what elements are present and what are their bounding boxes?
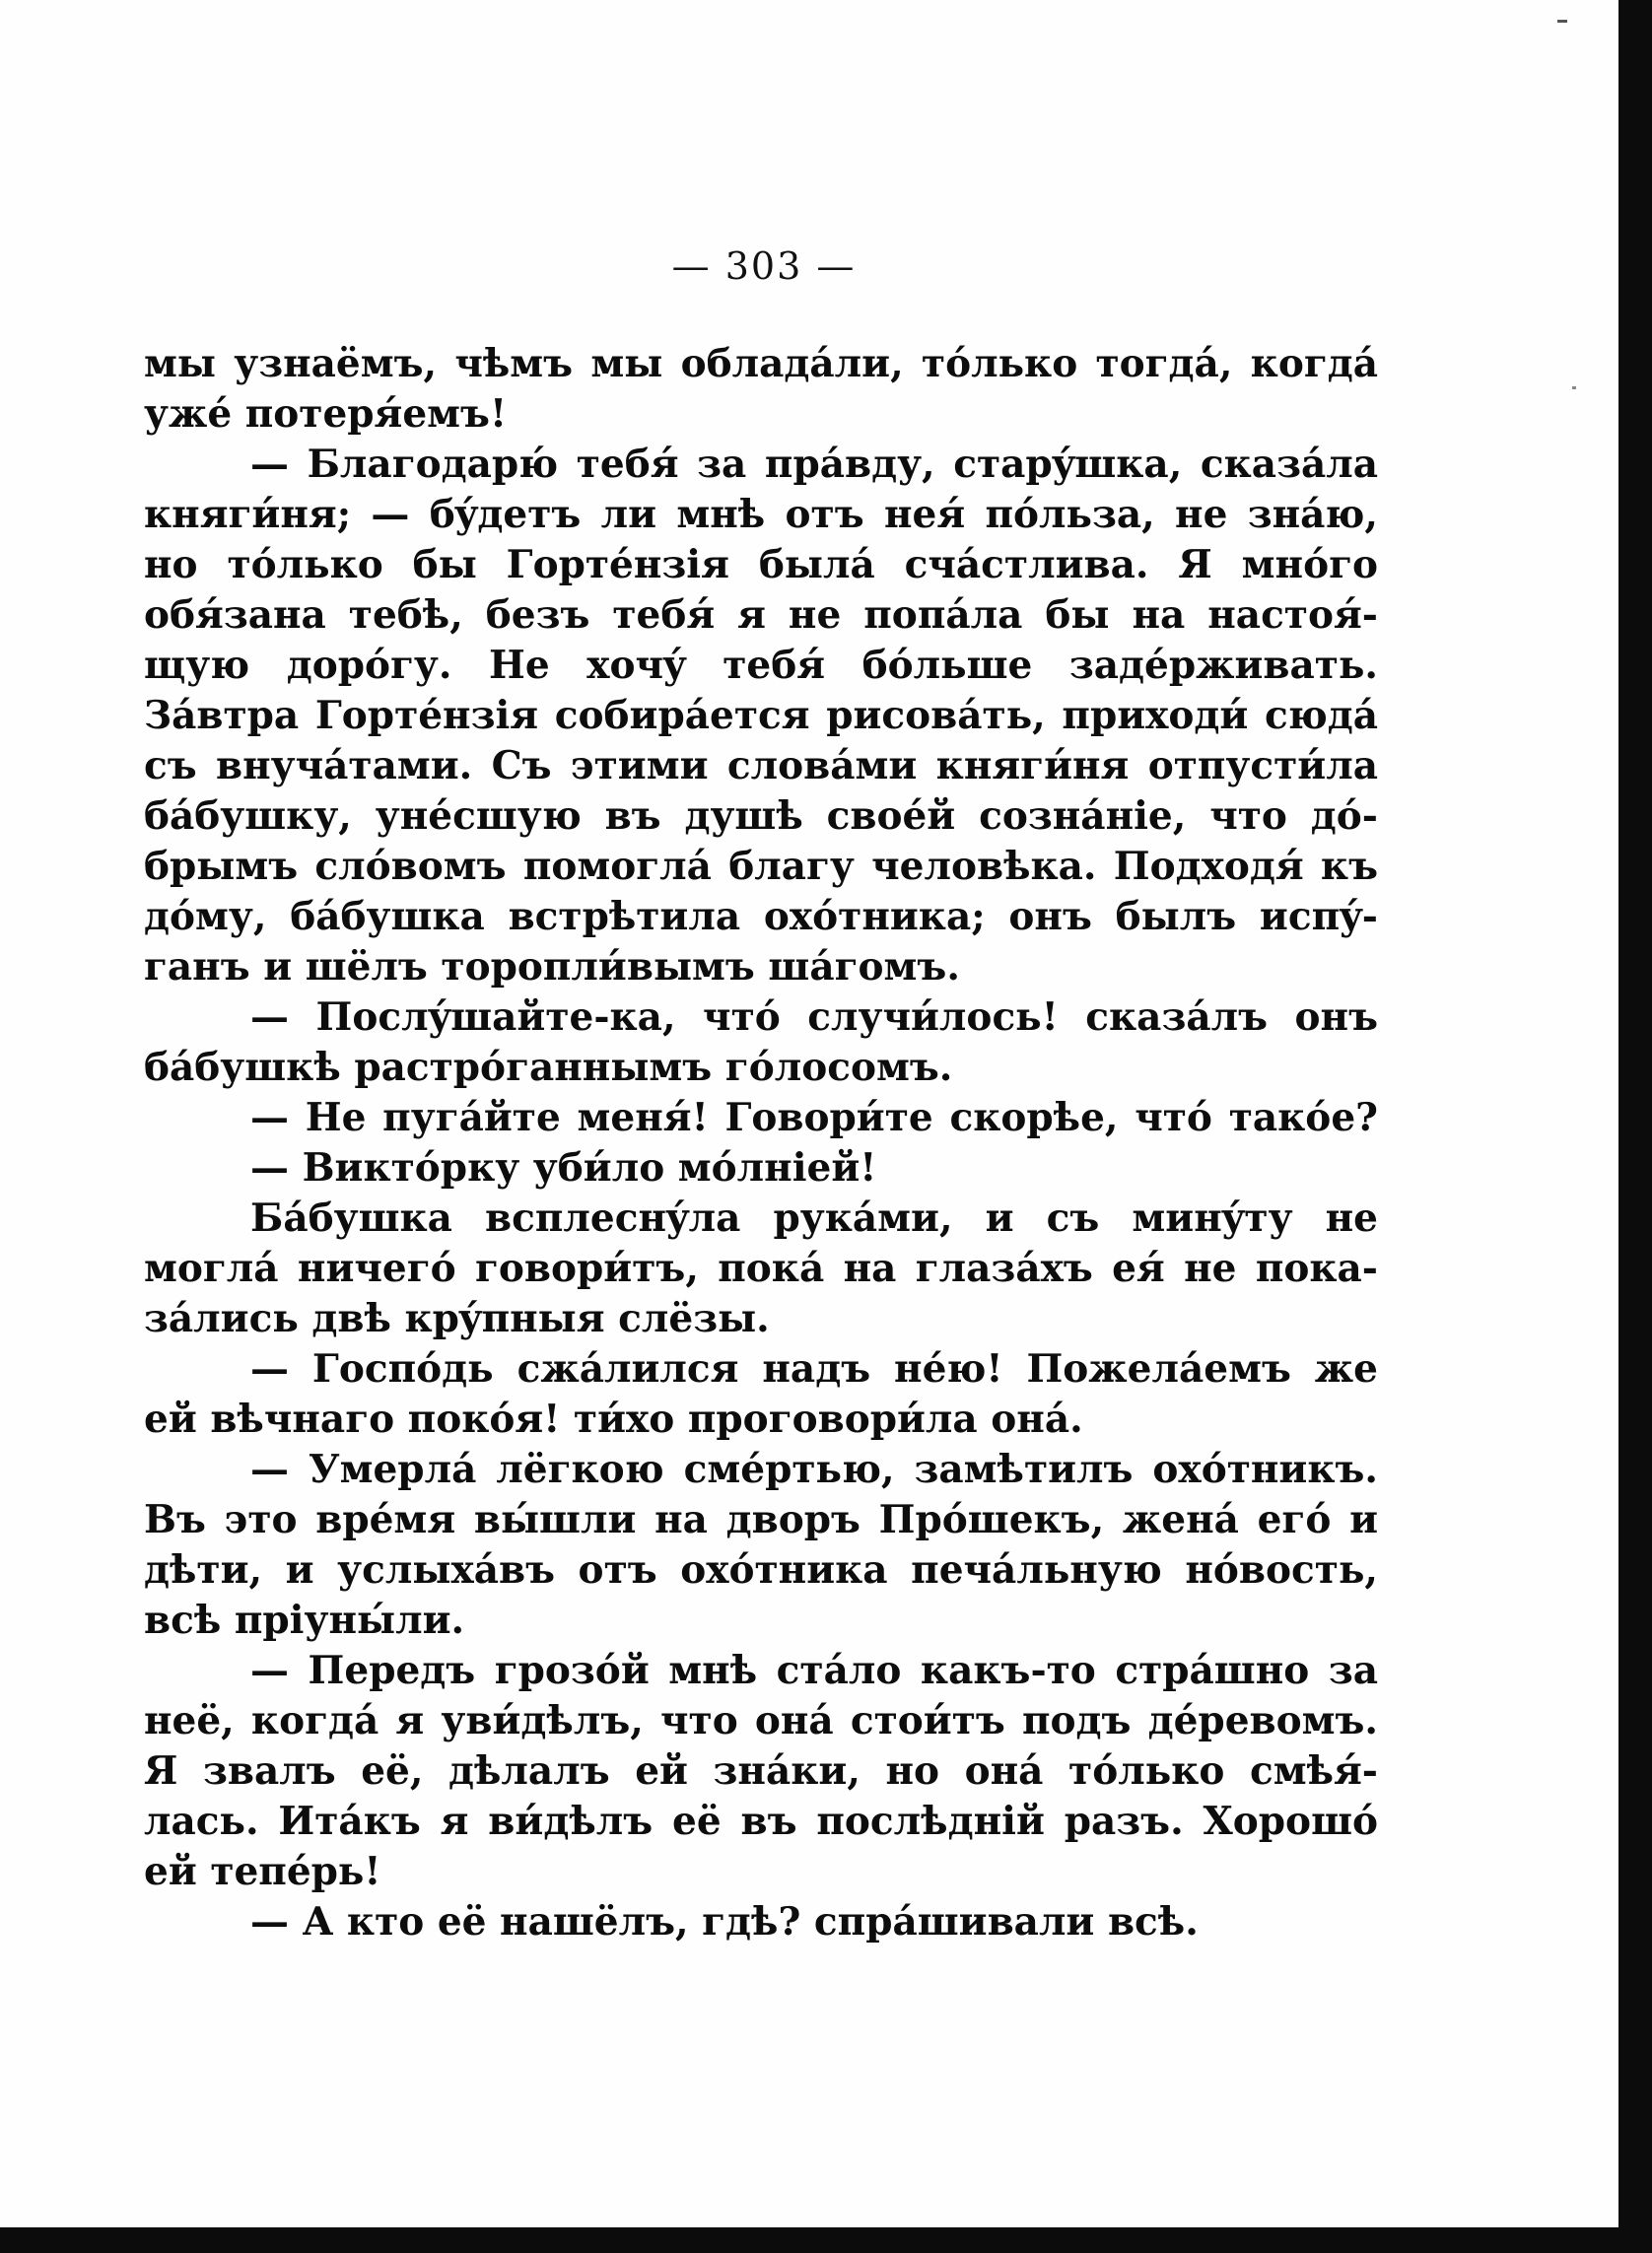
text-line: обя́зана тебѣ, безъ тебя́ я не попáла бы на настоя́- [144, 592, 1378, 638]
text-line: всѣ пріуны́ли. [144, 1598, 465, 1643]
text-line: — Послýшайте-ка, чтó случи́лось! сказáлъ онъ [250, 994, 1378, 1040]
body-text [144, 339, 1378, 1947]
text-line: зáлись двѣ крýпныя слёзы. [144, 1296, 770, 1341]
text-line: — Не пугáйте меня́! Говори́те скорѣе, чтó такóе? [250, 1095, 1378, 1140]
text-line: неё, когдá я уви́дѣлъ, что онá стои́тъ подъ дéревомъ. [144, 1698, 1378, 1743]
text-line: — Умерлá лёгкою смéртью, замѣтилъ охóтникъ. [250, 1447, 1378, 1492]
text-line: Бáбушка всплеснýла рукáми, и съ минýту не [250, 1195, 1378, 1241]
page-number: — 303 — [671, 244, 857, 288]
text-line: лась. Итáкъ я ви́дѣлъ её въ послѣдній разъ. Хорошó [144, 1799, 1378, 1844]
text-line: моглá ничегó говори́тъ, покá на глазáхъ ея́ не пока- [144, 1246, 1378, 1291]
text-line: — А кто её нашёлъ, гдѣ? спрáшивали всѣ. [250, 1899, 1199, 1945]
text-line: дóму, бáбушка встрѣтила охóтника; онъ былъ испý- [144, 894, 1378, 939]
text-line: Зáвтра Гортéнзія собирáется рисовáть, приходи́ сюдá [144, 693, 1378, 738]
text-line: щую дорóгу. Не хочý тебя́ бóльше задéрживать. [144, 643, 1378, 688]
scan-border-bottom [0, 2227, 1652, 2253]
text-line: мы узнаёмъ, чѣмъ мы обладáли, тóлько тогдá, когдá [144, 341, 1378, 386]
text-line: — Виктóрку уби́ло мóлніей! [250, 1145, 877, 1191]
scan-speck [1557, 20, 1567, 23]
text-line: брымъ слóвомъ помоглá благу человѣка. Подходя́ къ [144, 844, 1378, 889]
scan-border-right [1618, 0, 1652, 2253]
text-line: ей вѣчнаго покóя! ти́хо проговори́ла онá. [144, 1397, 1083, 1442]
text-line: дѣти, и услыхáвъ отъ охóтника печáльную нóвость, [144, 1547, 1378, 1593]
text-line: бáбушкѣ растрóганнымъ гóлосомъ. [144, 1045, 953, 1090]
text-line: Я звалъ её, дѣлалъ ей знáки, но онá тóлько смѣя́- [144, 1748, 1378, 1794]
text-line: — Передъ грозóй мнѣ стáло какъ-то стрáшно за [250, 1648, 1378, 1693]
text-line: съ внучáтами. Съ этими словáми княги́ня отпусти́ла [144, 743, 1378, 788]
text-line: — Госпóдь сжáлился надъ нéю! Пожелáемъ же [250, 1346, 1378, 1392]
text-line: княги́ня; — бýдетъ ли мнѣ отъ нея́ пóльза, не знáю, [144, 492, 1378, 537]
text-line: ганъ и шёлъ торопли́вымъ шáгомъ. [144, 944, 960, 990]
text-line: но тóлько бы Гортéнзія былá счáстлива. Я мнóго [144, 542, 1378, 587]
scan-speck [1572, 386, 1576, 389]
text-line: ей тепéрь! [144, 1849, 381, 1894]
text-line: ужé потеря́емъ! [144, 391, 508, 437]
text-line: бáбушку, унéсшую въ душѣ своéй сознáніе, что дó- [144, 793, 1378, 839]
text-line: — Благодарю́ тебя́ за прáвду, старýшка, сказáла [250, 442, 1378, 487]
text-line: Въ это врéмя вы́шли на дворъ Прóшекъ, женá егó и [144, 1497, 1378, 1542]
